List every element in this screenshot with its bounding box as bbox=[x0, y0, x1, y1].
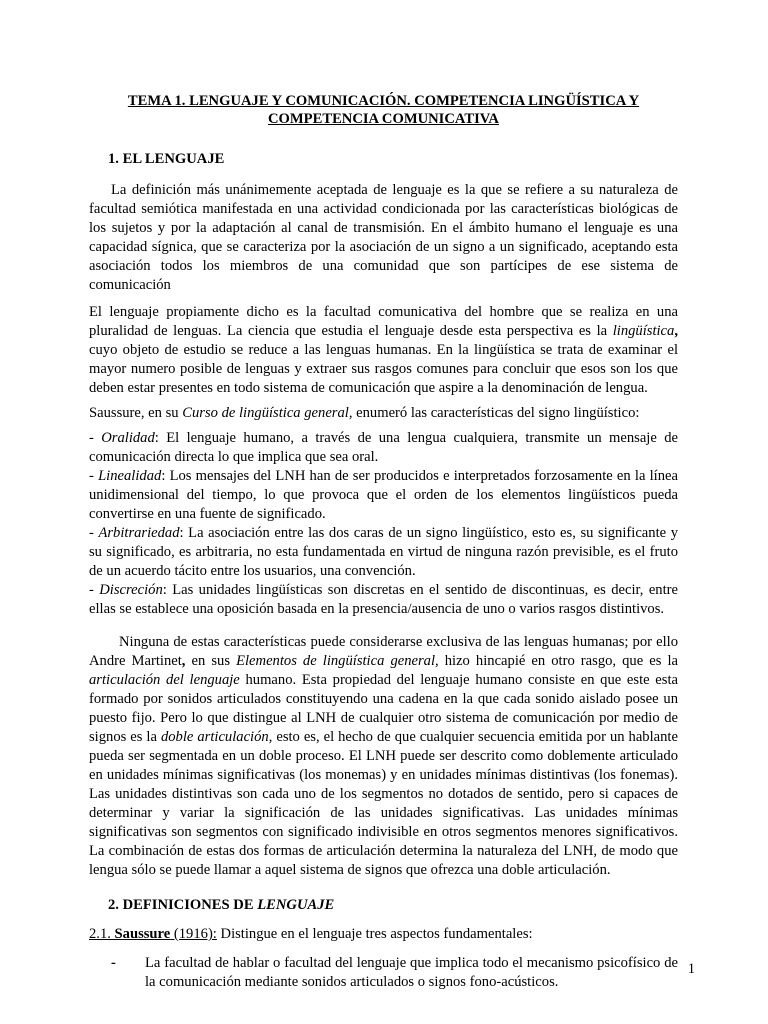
feature-term: Arbitrariedad bbox=[98, 525, 180, 541]
section-2-heading-text: 2. DEFINICIONES DE bbox=[108, 897, 258, 913]
section-2-heading-term: LENGUAJE bbox=[257, 897, 335, 913]
feature-text: : Los mensajes del LNH han de ser producidos e interpretados forzosamente en la línea unidimensional del tiempo, lo que provoca que el orden de los elementos lingüísticos pueda convertirse en una fuente de significado. bbox=[89, 468, 678, 522]
page-number: 1 bbox=[687, 961, 695, 977]
p2-text-a: El lenguaje propiamente dicho es la facultad comunicativa del hombre que se realiza en una pluralidad de lenguas. La ciencia que estudia el lenguaje desde esta perspectiva es la bbox=[89, 304, 678, 339]
p3-book-title: Curso de lingüística general bbox=[182, 405, 349, 421]
features-list bbox=[89, 429, 678, 619]
feature-item bbox=[89, 467, 678, 524]
p2-comma: , bbox=[674, 323, 678, 339]
p4-term-articulacion: articulación del lenguaje bbox=[89, 672, 240, 688]
p3-text-b: , enumeró las características del signo lingüístico: bbox=[348, 405, 640, 421]
feature-term: Oralidad bbox=[101, 430, 155, 446]
feature-item bbox=[89, 429, 678, 467]
title-line-1: TEMA 1. LENGUAJE Y COMUNICACIÓN. COMPETENCIA LINGÜÍSTICA Y bbox=[127, 93, 640, 109]
feature-text: : El lenguaje humano, a través de una lengua cualquiera, transmite un mensaje de comunicación directa lo que implica que sea oral. bbox=[89, 430, 678, 465]
feature-dash: - bbox=[89, 582, 100, 598]
feature-dash: - bbox=[89, 468, 99, 484]
feature-term: Linealidad bbox=[98, 468, 162, 484]
feature-dash: - bbox=[89, 525, 99, 541]
feature-dash: - bbox=[89, 430, 102, 446]
feature-text: : La asociación entre las dos caras de un signo lingüístico, esto es, su significante y su significado, es arbitraria, no esta fundamentada en virtud de ninguna razón previsible, es el fruto de un acuerdo tácito entre los usuarios, una convención. bbox=[89, 525, 678, 579]
feature-text: : Las unidades lingüísticas son discretas en el sentido de discontinuas, es decir, entre ellas se establece una oposición basada en la presencia/ausencia de uno o varios rasgos distintivos. bbox=[89, 582, 678, 617]
p4-text-e: , esto es, el hecho de que cualquier secuencia emitida por un hablante pueda ser segmentada en un doble proceso. El LNH puede ser descrito como doblemente articulado en unidades mínimas significativas (los monemas) y en unidades mínimas distintivas (los fonemas). Las unidades distintivas son cada uno de los segmentos no dotados de sentido, pero si capaces de determinar y variar la significación de las unidades significativas. Las unidades mínimas significativas son segmentos con significado indivisible en otros segmentos menores significativos. La combinación de estas dos formas de articulación determina la naturaleza del LNH, de modo que lengua sólo se puede llamar a aquel sistema de signos que ofrezca una doble articulación. bbox=[89, 729, 678, 878]
document-title bbox=[89, 92, 678, 128]
feature-item bbox=[89, 581, 678, 619]
p4-comma: , bbox=[181, 653, 186, 669]
p4-text-b: en sus bbox=[185, 653, 237, 669]
bullet-text: La facultad de hablar o facultad del lenguaje que implica todo el mecanismo psicofísico de la comunicación mediante sonidos articulados o signos fono-acústicos. bbox=[145, 955, 678, 990]
bullet-item bbox=[89, 954, 678, 992]
p4-text-d: humano. Esta propiedad del lenguaje humano consiste en que este esta formado por sonidos articulados constituyendo una cadena en la que cada sonido aislado posee un puesto fijo. Pero lo que distingue al LNH de cualquier otro sistema de comunicación por medio de signos es la bbox=[89, 672, 679, 745]
sub21-number: 2.1. bbox=[89, 926, 115, 942]
feature-item bbox=[89, 524, 678, 581]
paragraph-3 bbox=[89, 404, 678, 423]
p4-text-a: Ninguna de estas características puede considerarse exclusiva de las lenguas humanas; por ello Andre Martinet bbox=[89, 634, 678, 669]
paragraph-4 bbox=[89, 633, 678, 880]
p4-book-title: Elementos de lingüística general, bbox=[236, 653, 439, 669]
section-2-heading bbox=[108, 896, 678, 915]
paragraph-1: La definición más unánimemente aceptada de lenguaje es la que se refiere a su naturaleza de facultad semiótica manifestada en una actividad condicionada por las características biológicas de los sujetos y por la adaptación al canal de transmisión. En el ámbito humano el lenguaje es una capacidad sígnica, que se caracteriza por la asociación de un signo a un significado, aceptando esta asociación todos los miembros de una comunidad que son partícipes de ese sistema de comunicación bbox=[89, 182, 678, 293]
p2-text-b: cuyo objeto de estudio se reduce a las lenguas humanas. En la lingüística se trata de examinar el mayor numero posible de lenguas y extraer sus rasgos comunes para concluir que esos son los que deben estar presentes en todo sistema de comunicación que aspire a la denominación de lengua. bbox=[89, 342, 678, 396]
paragraph-2 bbox=[89, 303, 678, 398]
sub21-author: Saussure bbox=[114, 926, 171, 942]
feature-term: Discreción bbox=[99, 582, 163, 598]
section-1-heading: 1. EL LENGUAJE bbox=[108, 151, 225, 167]
p4-term-doble-articulacion: doble articulación bbox=[160, 729, 269, 745]
p4-text-c: hizo hincapié en otro rasgo, que es la bbox=[438, 653, 679, 669]
title-line-2: COMPETENCIA COMUNICATIVA bbox=[268, 111, 499, 127]
sub21-text: Distingue en el lenguaje tres aspectos fundamentales: bbox=[216, 926, 533, 942]
bullet-dash: - bbox=[111, 955, 116, 971]
sub21-year: (1916): bbox=[170, 926, 217, 942]
p2-term-linguistica: lingüística bbox=[612, 323, 675, 339]
p3-text-a: Saussure, en su bbox=[89, 405, 183, 421]
subsection-2-1 bbox=[89, 925, 678, 944]
